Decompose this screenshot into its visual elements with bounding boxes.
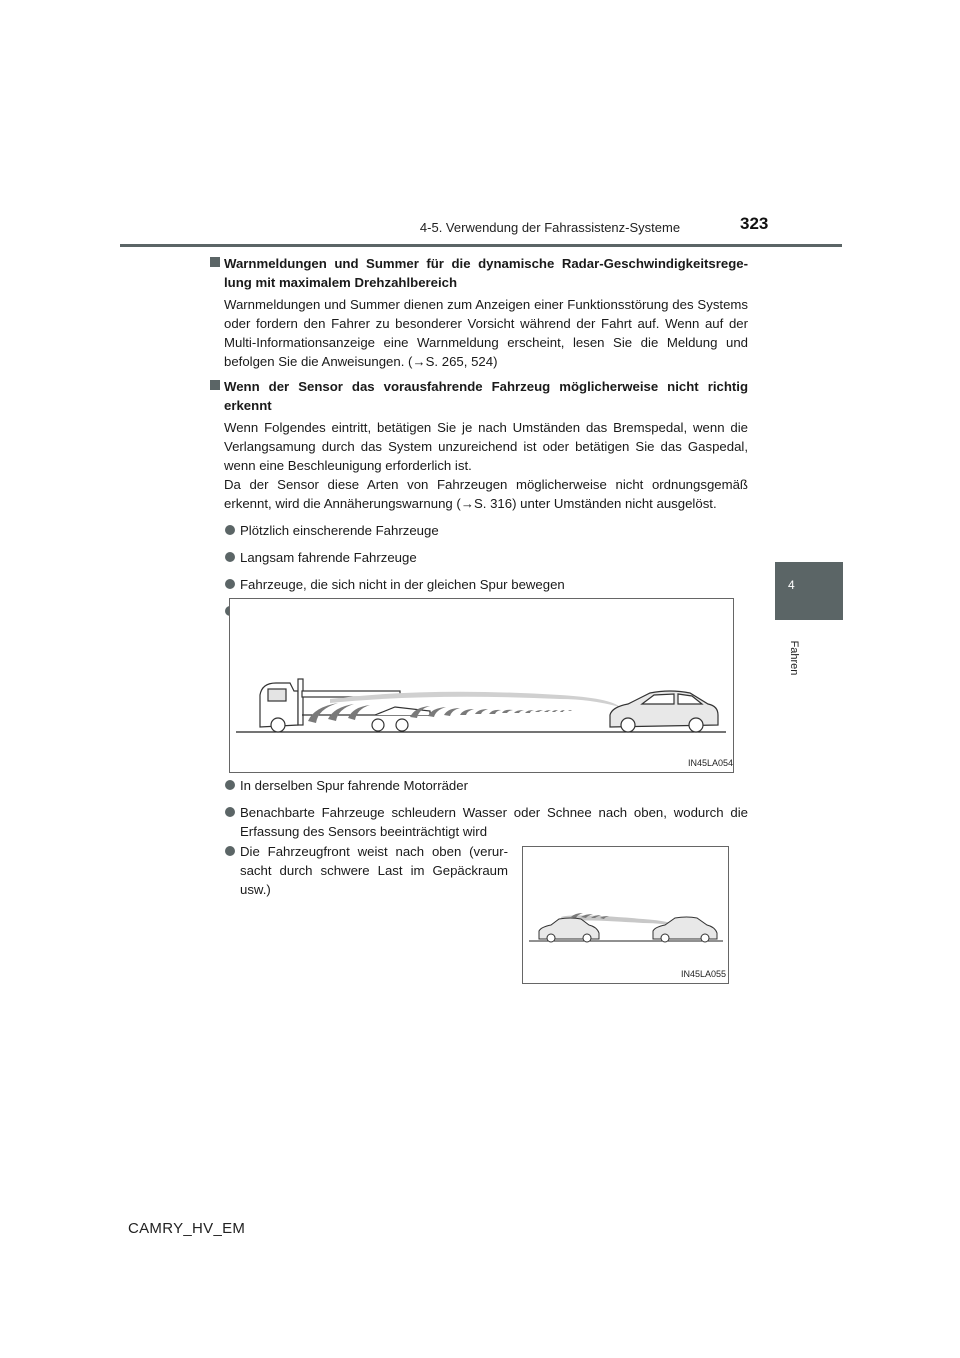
- warnings-paragraph: Warnmeldungen und Summer dienen zum Anzeigen einer Funktionsstörung des Systems oder fordern den Fahrer zu besonderer Vorsicht während der Fahrt auf. Wenn auf der Multi-Informationsanzeige eine Warnmeldung erscheint, lesen Sie die Meldung und befolgen Sie die Anweisungen. (→S. 265, 524): [224, 297, 748, 369]
- main-content-continued: [208, 776, 748, 845]
- bullet-dot-icon: [225, 807, 235, 817]
- chapter-label-text: Fahren: [788, 640, 800, 676]
- section-heading-warnings: Warnmeldungen und Summer für die dynamische Radar-Geschwindigkeitsregelung mit maximalem Drehzahlbereich: [208, 254, 748, 292]
- page-number: 323: [740, 214, 769, 233]
- main-content: [208, 252, 748, 625]
- truck-icon: [260, 679, 430, 732]
- chapter-label: [786, 630, 802, 690]
- section-title: 4-5. Verwendung der Fahrassistenz-Systeme: [419, 220, 681, 235]
- bullet-dot-icon: [225, 525, 235, 535]
- figure-code: IN45LA054: [688, 758, 734, 768]
- bullet-dot-icon: [225, 846, 235, 856]
- bullet-dot-icon: [225, 780, 235, 790]
- header-rule: [120, 244, 842, 247]
- bullet-dot-icon: [225, 579, 235, 589]
- list-item: Langsam fahrende Fahrzeuge: [208, 548, 748, 567]
- figure-trailer-detection: [229, 598, 734, 773]
- car-icon: [610, 691, 718, 732]
- list-item: In derselben Spur fahrende Motorräder: [208, 776, 748, 795]
- list-item: Benachbarte Fahrzeuge schleudern Wasser oder Schnee nach oben, wodurch die Erfassung des Sensors beeinträchtigt wird: [208, 803, 748, 841]
- list-item: Die Fahrzeugfront weist nach oben (verursacht durch schwere Last im Gepäckraum usw.): [208, 842, 508, 899]
- list-item: Fahrzeuge, die sich nicht in der gleichen Spur bewegen: [208, 575, 748, 594]
- square-bullet-icon: [210, 257, 220, 267]
- document-code: CAMRY_HV_EM: [128, 1220, 246, 1237]
- figure-code: IN45LA055: [681, 969, 727, 979]
- car-icon: [539, 918, 599, 942]
- front-raised-illustration: [523, 847, 728, 983]
- section-heading-sensor: Wenn der Sensor das vorausfahrende Fahrzeug möglicherweise nicht richtig erkennt: [208, 377, 748, 415]
- trailer-illustration: [230, 599, 733, 772]
- radar-waves: [308, 692, 620, 723]
- chapter-tab: [775, 562, 843, 620]
- chapter-number: 4: [788, 578, 795, 592]
- sensor-paragraph-2: Da der Sensor diese Arten von Fahrzeugen möglicherweise nicht ordnungsgemäß erkennt, wird die Annäherungswarnung (→S. 316) unter Umständen nicht ausgelöst.: [224, 477, 748, 511]
- main-content-last: [208, 842, 508, 903]
- square-bullet-icon: [210, 380, 220, 390]
- bullet-dot-icon: [225, 552, 235, 562]
- car-icon: [653, 917, 717, 942]
- list-item: Plötzlich einscherende Fahrzeuge: [208, 521, 748, 540]
- figure-front-raised: [522, 846, 729, 984]
- sensor-paragraph-1: Wenn Folgendes eintritt, betätigen Sie je nach Umständen das Bremspedal, wenn die Verlangsamung durch das System unzureichend ist oder betätigen Sie das Gaspedal, wenn eine Beschleunigung erforderlich ist.: [224, 420, 748, 473]
